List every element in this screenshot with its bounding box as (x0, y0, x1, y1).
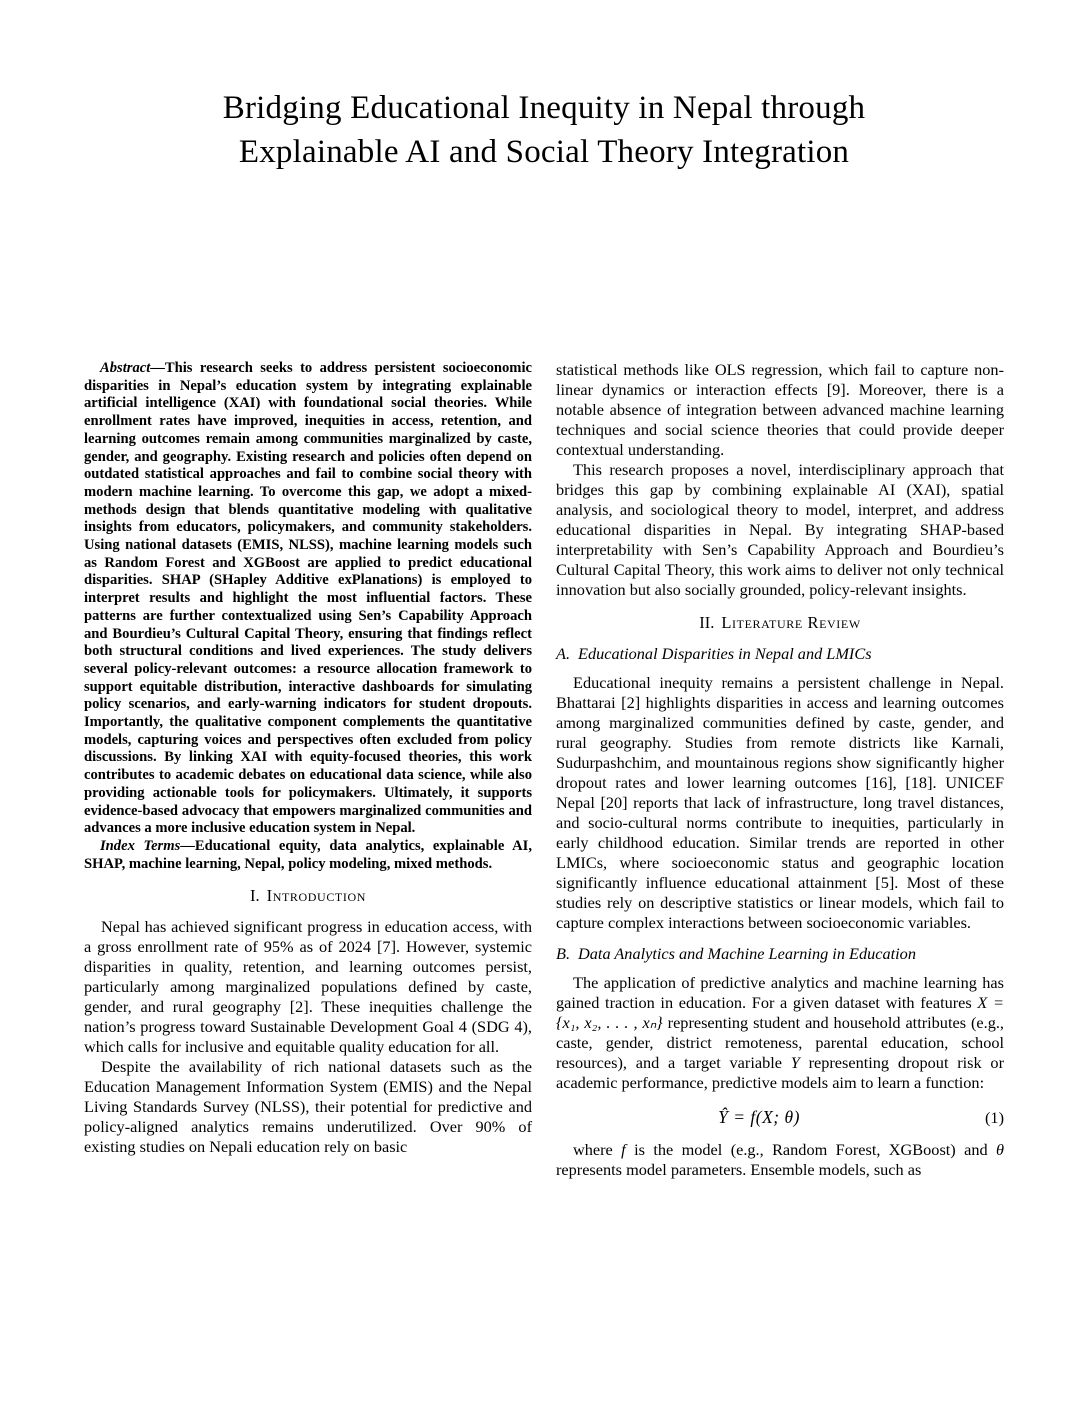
index-terms-text: —Educational equity, data analytics, explainable AI, SHAP, machine learning, Nepal, policy modeling, mixed methods. (84, 837, 532, 872)
paper-title-line2: Explainable AI and Social Theory Integration (238, 134, 850, 170)
section-heading-introduction (84, 886, 532, 906)
paper-title-line1: Bridging Educational Inequity in Nepal through (222, 90, 866, 126)
section-number: I. (250, 886, 260, 906)
math-target-variable: Y (790, 1053, 800, 1072)
paper-title (0, 86, 1088, 174)
math-theta: θ (996, 1140, 1005, 1159)
approach-paragraph: This research proposes a novel, interdisciplinary approach that bridges this gap by combining explainable AI (XAI), spatial analysis, and sociological theory to model, interpret, and address educational disparities in Nepal. By integrating SHAP-based interpretability with Sen’s Capability Approach and Bourdieu’s Cultural Capital Theory, this work aims to deliver not only technical innovation but also socially grounded, policy-relevant insights. (556, 460, 1004, 599)
intro-paragraph-1: Nepal has achieved significant progress in education access, with a gross enrollment rate of 95% as of 2024 [7]. However, systemic disparities in quality, retention, and learning outcomes persist, particularly among marginalized populations defined by caste, gender, and rural geography [2]. These inequities challenge the nation’s progress toward Sustainable Development Goal 4 (SDG 4), which calls for inclusive and equitable quality education for all. (84, 917, 532, 1057)
math-f: f (621, 1140, 626, 1159)
equation-number: (1) (985, 1107, 1004, 1127)
section-heading-literature-review (556, 613, 1004, 633)
intro-paragraph-2: Despite the availability of rich national datasets such as the Education Management Information System (EMIS) and the Nepal Living Standards Survey (NLSS), their potential for predictive and policy-aligned analytics remains underutilized. Over 90% of existing studies on Nepali education rely on basic (84, 1057, 532, 1157)
two-column-body (84, 360, 1004, 1180)
analytics-text-2: representing student and household attributes (e.g., caste, gender, district remoteness, parental education, school resources), and a target variable (556, 1013, 1004, 1072)
section-title: Introduction (266, 886, 366, 906)
abstract-label: Abstract (100, 360, 151, 376)
equation-1 (556, 1107, 1004, 1128)
subsection-title: Data Analytics and Machine Learning in Education (578, 944, 916, 963)
equation-formula: Ŷ = f(X; θ) (718, 1107, 800, 1127)
model-text-2: is the model (e.g., Random Forest, XGBoost) and (625, 1140, 997, 1159)
index-terms-paragraph (84, 838, 532, 873)
abstract-paragraph (84, 360, 532, 838)
continuation-paragraph: statistical methods like OLS regression, which fail to capture non-linear dynamics or interaction effects [9]. Moreover, there is a notable absence of integration between advanced machine learning techniques and social science theories that could provide deeper contextual understanding. (556, 360, 1004, 459)
subsection-title: Educational Disparities in Nepal and LMICs (578, 644, 872, 663)
analytics-text-1: The application of predictive analytics and machine learning has gained traction in education. For a given dataset with features (556, 973, 1004, 1012)
right-column (556, 360, 1004, 1180)
model-text-3: represents model parameters. Ensemble models, such as (556, 1160, 922, 1179)
left-column (84, 360, 532, 1180)
disparities-paragraph: Educational inequity remains a persistent challenge in Nepal. Bhattarai [2] highlights disparities in access and learning outcomes among marginalized communities defined by caste, gender, and rural geography. Studies from remote districts like Karnali, Sudurpashchim, and mountainous regions show significantly higher dropout rates and lower learning outcomes [16], [18]. UNICEF Nepal [20] reports that lack of infrastructure, long travel distances, and socio-cultural norms contribute to inequities, particularly in early childhood education. Similar trends are reported in other LMICs, where socioeconomic status and geographic location significantly influence educational attainment [5]. Most of these studies rely on descriptive statistics or linear models, which fail to capture complex interactions between socioeconomic variables. (556, 673, 1004, 932)
index-terms-label: Index Terms (100, 837, 181, 854)
subsection-number: B. (556, 944, 571, 963)
subsection-heading-a (556, 644, 1004, 664)
section-number: II. (699, 613, 715, 632)
section-title: Literature Review (721, 613, 861, 632)
math-features: X = {x₁, x₂, . . . , xₙ} (556, 993, 1004, 1032)
abstract-text: —This research seeks to address persistent socioeconomic disparities in Nepal’s education system by integrating explainable artificial intelligence (XAI) with foundational social theories. While enrollment rates have improved, inequities in access, retention, and learning outcomes remain among communities marginalized by caste, gender, and geography. Existing research and policies often depend on outdated statistical approaches and fail to combine social theory with modern machine learning. To overcome this gap, we adopt a mixed-methods design that blends quantitative modeling with qualitative insights from educators, policymakers, and community stakeholders. Using national datasets (EMIS, NLSS), machine learning models such as Random Forest and XGBoost are applied to predict educational disparities. SHAP (SHapley Additive exPlanations) is employed to interpret results and highlight the most influential factors. These patterns are further contextualized using Sen’s Capability Approach and Bourdieu’s Cultural Capital Theory, ensuring that findings reflect both structural conditions and lived experiences. The study delivers several policy-relevant outcomes: a resource allocation framework to support equitable distribution, interactive dashboards for simulating policy scenarios, and early-warning indicators for student dropouts. Importantly, the qualitative component complements the quantitative models, capturing voices and perspectives often excluded from policy discussions. By linking XAI with equity-focused theories, this work contributes to academic debates on educational data science, while also providing actionable tools for policymakers. Ultimately, it supports evidence-based advocacy that empowers marginalized communities and advances a more inclusive education system in Nepal. (84, 360, 532, 837)
subsection-heading-b (556, 944, 1004, 964)
analytics-paragraph (556, 973, 1004, 1093)
analytics-text-3: representing dropout risk or academic performance, predictive models aim to learn a function: (556, 1053, 1004, 1092)
subsection-number: A. (556, 644, 571, 663)
model-text-1: where (573, 1140, 622, 1159)
model-explanation-paragraph (556, 1140, 1004, 1180)
